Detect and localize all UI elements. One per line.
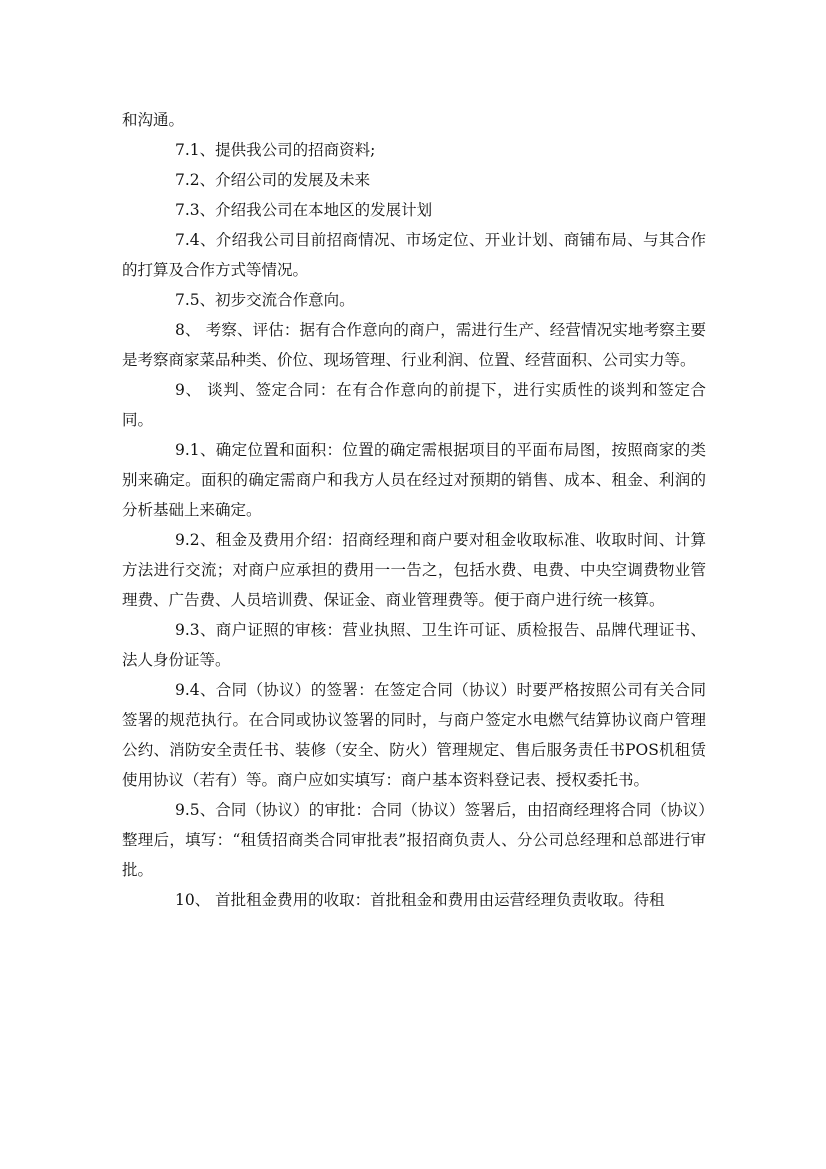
paragraph-9-1: 9.1、确定位置和面积：位置的确定需根据项目的平面布局图，按照商家的类别来确定。面积的确定需商户和我方人员在经过对预期的销售、成本、租金、利润的分析基础上来确定。 <box>122 441 706 519</box>
paragraph-9-5: 9.5、合同（协议）的审批：合同（协议）签署后，由招商经理将合同（协议）整理后，填写：“租赁招商类合同审批表”报招商负责人、分公司总经理和总部进行审批。 <box>122 801 706 879</box>
paragraph-7-3: 7.3、介绍我公司在本地区的发展计划 <box>175 201 433 219</box>
paragraph-9-2: 9.2、租金及费用介绍：招商经理和商户要对租金收取标准、收取时间、计算方法进行交流；对商户应承担的费用一一告之，包括水费、电费、中央空调费物业管理费、广告费、人员培训费、保证金、商业管理费等。便于商户进行统一核算。 <box>122 531 706 609</box>
paragraph-7-5: 7.5、初步交流合作意向。 <box>175 291 355 309</box>
paragraph-9-4: 9.4、合同（协议）的签署：在签定合同（协议）时要严格按照公司有关合同签署的规范执行。在合同或协议签署的同时，与商户签定水电燃气结算协议商户管理公约、消防安全责任书、装修（安全、防火）管理规定、售后服务责任书POS机租赁使用协议（若有）等。商户应如实填写：商户基本资料登记表、授权委托书。 <box>122 681 706 789</box>
paragraph-7-2: 7.2、介绍公司的发展及未来 <box>175 171 371 189</box>
paragraph-7-4: 7.4、介绍我公司目前招商情况、市场定位、开业计划、商铺布局、与其合作的打算及合作方式等情况。 <box>122 231 706 279</box>
paragraph-10: 10、 首批租金费用的收取：首批租金和费用由运营经理负责收取。待租 <box>175 891 665 909</box>
paragraph-8: 8、 考察、评估：据有合作意向的商户，需进行生产、经营情况实地考察主要是考察商家菜品种类、价位、现场管理、行业利润、位置、经营面积、公司实力等。 <box>122 321 706 369</box>
paragraph-continuation: 和沟通。 <box>122 111 185 129</box>
paragraph-9: 9、 谈判、签定合同：在有合作意向的前提下，进行实质性的谈判和签定合同。 <box>122 381 706 429</box>
document-body <box>122 105 706 915</box>
paragraph-9-3: 9.3、商户证照的审核：营业执照、卫生许可证、质检报告、品牌代理证书、法人身份证等。 <box>122 621 706 669</box>
paragraph-7-1: 7.1、提供我公司的招商资料; <box>175 141 376 159</box>
